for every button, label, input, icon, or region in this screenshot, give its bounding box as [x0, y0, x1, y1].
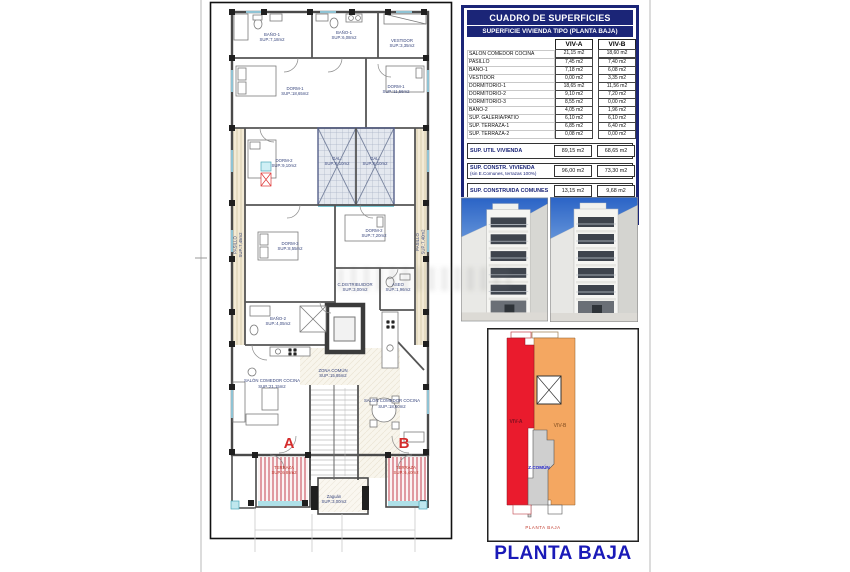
render-right: [550, 197, 638, 322]
table-subheader: SUPERFICIE VIVIENDA TIPO (PLANTA BAJA): [467, 26, 633, 37]
room-area-dorm1-b: SUP.:11,56m2: [382, 89, 410, 94]
table-row: PASILLO 7,45 m2 7,40 m2: [467, 59, 633, 67]
keyplan-caption: PLANTA BAJA: [525, 525, 561, 530]
room-area-zona-comun: SUP.:15,85m2: [319, 373, 347, 378]
room-label-salon-a: SALÓN COMEDOR COCINA: [243, 378, 301, 383]
room-label-pasillo-a: PASILLO: [232, 236, 238, 254]
col-header-viv-b: VIV-B: [598, 39, 636, 50]
table-row: DORMITORIO-1 18,65 m2 11,56 m2: [467, 83, 633, 91]
keyplan-label-viv-b: VIV-B: [553, 423, 567, 429]
room-area-bano1-b: SUP.:6,08m2: [331, 35, 357, 40]
col-header-viv-a: VIV-A: [555, 39, 593, 50]
table-row: DORMITORIO-3 8,55 m2 0,00 m2: [467, 99, 633, 107]
room-area-pasillo-a: SUP.:7,45m2: [238, 232, 243, 258]
room-area-salon-b: SUP.:18,60m2: [378, 404, 406, 409]
total-constr-comunes: SUP. CONSTRUIDA COMUNES 13,15 m2 9,68 m2: [467, 183, 633, 199]
room-area-vestidor: SUP.:3,35m2: [389, 43, 415, 48]
unit-letter-a: A: [283, 435, 295, 452]
room-label-gal-a: GAL.: [332, 156, 342, 161]
room-label-dorm3: DORM-3: [281, 241, 299, 246]
room-area-terraza-a: SUP.:6,85m2: [271, 470, 297, 475]
room-label-dorm2-a: DORM-2: [275, 158, 293, 163]
room-area-salon-a: SUP.:21,15m2: [258, 384, 286, 389]
room-area-bano1-a: SUP.:7,18m2: [259, 37, 285, 42]
table-row: SUP. TERRAZA-1 6,85 m2 6,40 m2: [467, 123, 633, 131]
room-label-terraza-b: TERRAZA: [395, 465, 417, 470]
table-row: BAÑO-1 7,18 m2 6,08 m2: [467, 67, 633, 75]
room-label-salon-b: SALÓN COMEDOR COCINA: [363, 398, 421, 403]
building-renders: [461, 197, 638, 322]
total-constr-vivienda: SUP. CONSTR. VIVIENDA (sin E.Comunes, terrazas 100%) 96,00 m2 73,30 m2: [467, 163, 633, 179]
render-left: [461, 197, 548, 322]
table-row: SUP. GALERIA/PATIO 6,10 m2 6,10 m2: [467, 115, 633, 123]
table-row: VESTIDOR 0,00 m2 3,35 m2: [467, 75, 633, 83]
room-area-distribuidor: SUP.:3,00m2: [342, 287, 368, 292]
room-area-dorm2-b: SUP.:7,20m2: [361, 233, 387, 238]
room-label-zaguan: Zaguán: [326, 494, 342, 499]
room-label-dorm1-a: DORM-1: [286, 86, 304, 91]
table-row: SALON COMEDOR COCINA 21,15 m2 18,60 m2: [467, 50, 633, 59]
room-label-terraza-a: TERRAZA: [273, 465, 295, 470]
room-label-dorm1-b: DORM-1: [387, 84, 405, 89]
room-label-pasillo-b: PASILLO: [415, 233, 420, 251]
table-row: BAÑO-2 4,05 m2 1,96 m2: [467, 107, 633, 115]
room-area-terraza-b: SUP.:6,40m2: [393, 470, 419, 475]
table-row: SUP. TERRAZA-2 0,08 m2 0,00 m2: [467, 131, 633, 139]
stairs: [311, 385, 357, 480]
room-area-dorm1-a: SUP.:18,65m2: [281, 91, 309, 96]
room-area-gal-a: SUP.:6,10m2: [324, 161, 350, 166]
room-area-zaguan: SUP.:3,00m2: [321, 499, 347, 504]
room-area-pasillo-b: SUP.:7,40m2: [420, 229, 426, 255]
keyplan-label-zcomun: Z.COMÚN: [528, 465, 550, 470]
room-label-bano1-a: BAÑO-1: [264, 32, 280, 37]
room-label-dorm2-b: DORM-2: [365, 228, 383, 233]
room-area-dorm2-a: SUP.:9,10m2: [271, 163, 297, 168]
room-label-zona-comun: ZONA COMÚN: [318, 368, 348, 373]
table-row: DORMITORIO-2 9,10 m2 7,20 m2: [467, 91, 633, 99]
room-label-aseo: ASEO: [392, 282, 404, 287]
room-label-gal-b: GAL.: [370, 156, 380, 161]
room-label-distribuidor: C.DISTRIBUIDOR: [337, 282, 373, 287]
total-util: SUP. UTIL VIVIENDA 89,15 m2 68,65 m2: [467, 143, 633, 159]
unit-letter-b: B: [398, 435, 410, 452]
room-area-dorm3: SUP.:8,55m2: [277, 246, 303, 251]
room-area-gal-b: SUP.:6,10m2: [362, 161, 388, 166]
room-area-bano2: SUP.:4,05m2: [265, 321, 291, 326]
room-label-bano1-b: BAÑO-1: [336, 30, 352, 35]
table-header: CUADRO DE SUPERFICIES: [467, 10, 633, 25]
keyplan-label-viv-a: VIV-A: [509, 419, 523, 425]
key-plan: [487, 328, 639, 542]
sheet-title: PLANTA BAJA: [494, 543, 632, 564]
room-label-bano2: BAÑO-2: [270, 316, 286, 321]
room-label-vestidor: VESTIDOR: [391, 38, 413, 43]
room-area-aseo: SUP.:1,96m2: [385, 287, 411, 292]
surfaces-table: [461, 5, 639, 225]
